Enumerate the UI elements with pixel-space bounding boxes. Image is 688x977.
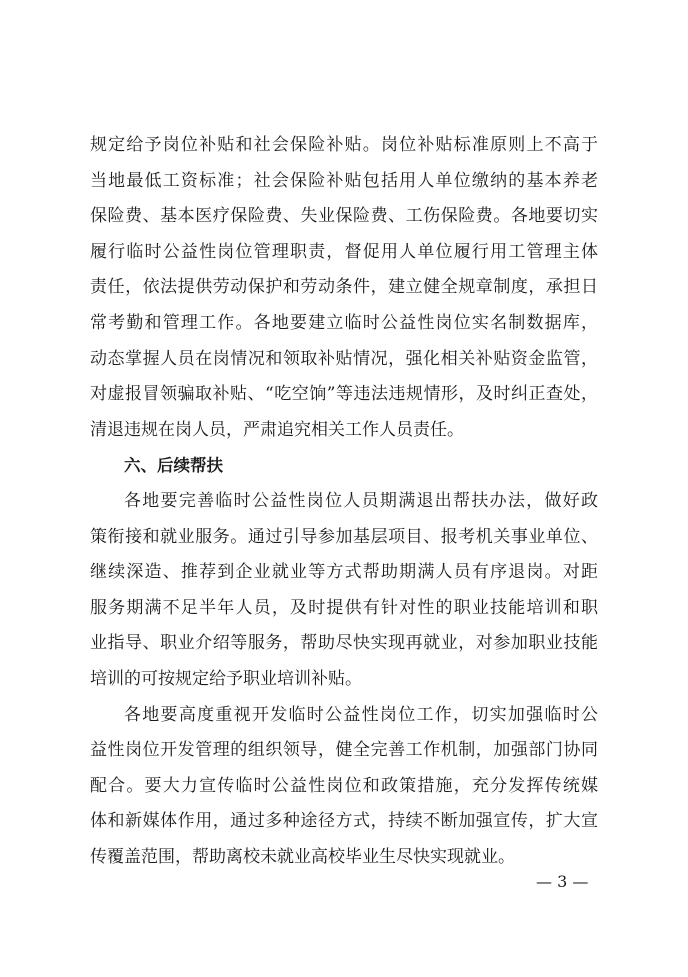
paragraph-line: 履行临时公益性岗位管理职责，督促用人单位履行用工管理主体 [90, 241, 598, 262]
paragraph-line: 对虚报冒领骗取补贴、“吃空饷”等违法违规情形，及时纠正查处， [90, 384, 598, 405]
paragraph-2 [90, 484, 598, 698]
paragraph-line: 当地最低工资标准；社会保险补贴包括用人单位缴纳的基本养老 [90, 170, 598, 191]
paragraph-line: 配合。要大力宣传临时公益性岗位和政策措施，充分发挥传统媒 [90, 775, 598, 796]
page-number: — 3 — [536, 872, 589, 891]
paragraph-line: 保险费、基本医疗保险费、失业保险费、工伤保险费。各地要切实 [90, 206, 598, 227]
document-body [90, 128, 598, 875]
paragraph-line: 责任，依法提供劳动保护和劳动条件，建立健全规章制度，承担日 [90, 277, 598, 298]
paragraph-line: 业指导、职业介绍等服务，帮助尽快实现再就业，对参加职业技能 [90, 633, 598, 654]
section-heading: 六、后续帮扶 [124, 456, 223, 476]
paragraph-line: 策衔接和就业服务。通过引导参加基层项目、报考机关事业单位、 [90, 526, 598, 547]
paragraph-line: 常考勤和管理工作。各地要建立临时公益性岗位实名制数据库， [90, 312, 598, 333]
paragraph-line: 传覆盖范围，帮助离校未就业高校毕业生尽快实现就业。 [90, 846, 515, 867]
paragraph-line: 服务期满不足半年人员，及时提供有针对性的职业技能培训和职 [90, 597, 598, 618]
paragraph-line: 继续深造、推荐到企业就业等方式帮助期满人员有序退岗。对距 [90, 562, 598, 583]
paragraph-3 [90, 698, 598, 876]
paragraph-line: 规定给予岗位补贴和社会保险补贴。岗位补贴标准原则上不高于 [90, 135, 598, 155]
paragraph-line: 各地要完善临时公益性岗位人员期满退出帮扶办法，做好政 [124, 490, 598, 511]
paragraph-line: 培训的可按规定给予职业培训补贴。 [90, 668, 362, 689]
paragraph-line: 益性岗位开发管理的组织领导，健全完善工作机制，加强部门协同 [90, 740, 598, 761]
paragraph-line: 动态掌握人员在岗情况和领取补贴情况，强化相关补贴资金监管， [90, 348, 598, 369]
paragraph-line: 各地要高度重视开发临时公益性岗位工作，切实加强临时公 [124, 704, 598, 725]
paragraph-1 [90, 128, 598, 448]
paragraph-line: 清退违规在岗人员，严肃追究相关工作人员责任。 [90, 419, 464, 440]
paragraph-line: 体和新媒体作用，通过多种途径方式，持续不断加强宣传，扩大宣 [90, 811, 598, 832]
